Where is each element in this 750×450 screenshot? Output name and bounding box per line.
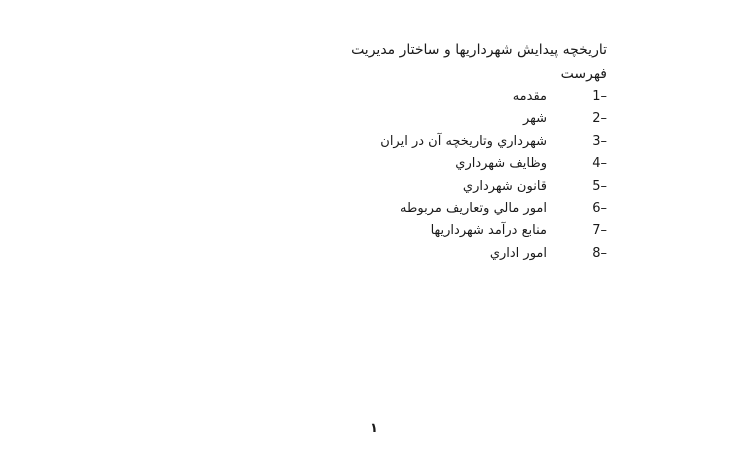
toc-item-number: 1– (592, 89, 607, 104)
list-item (0, 179, 750, 201)
toc-item-text: امور مالي وتعاريف مربوطه (400, 200, 547, 216)
table-of-contents (0, 89, 750, 268)
toc-item-number: 8– (592, 245, 607, 261)
toc-item-text: شهر (522, 111, 547, 127)
toc-item-text: وظايف شهرداري (455, 156, 547, 172)
toc-item-text: مقدمه (512, 89, 547, 104)
toc-item-number: 6– (592, 200, 607, 216)
toc-item-text: قانون شهرداري (462, 178, 547, 194)
toc-item-number: 5– (592, 178, 607, 194)
toc-item-text: شهرداري وتاريخچه آن در ايران (380, 133, 547, 149)
list-item (0, 156, 750, 178)
list-item (0, 201, 750, 223)
toc-item-number: 2– (592, 111, 607, 127)
list-item (0, 223, 750, 245)
toc-item-text: امور اداري (489, 245, 547, 261)
list-item (0, 246, 750, 268)
list-item (0, 111, 750, 133)
toc-item-text: منابع درآمد شهرداريها (430, 223, 547, 239)
document-title: تاريخچه پيدايش شهرداريها و ساختار مديريت (351, 42, 607, 58)
list-item (0, 89, 750, 111)
toc-item-number: 3– (592, 133, 607, 149)
list-item (0, 134, 750, 156)
toc-item-number: 4– (592, 156, 607, 172)
page-number: ۱ (370, 421, 378, 436)
toc-heading: فهرست (560, 66, 607, 82)
toc-item-number: 7– (592, 223, 607, 239)
